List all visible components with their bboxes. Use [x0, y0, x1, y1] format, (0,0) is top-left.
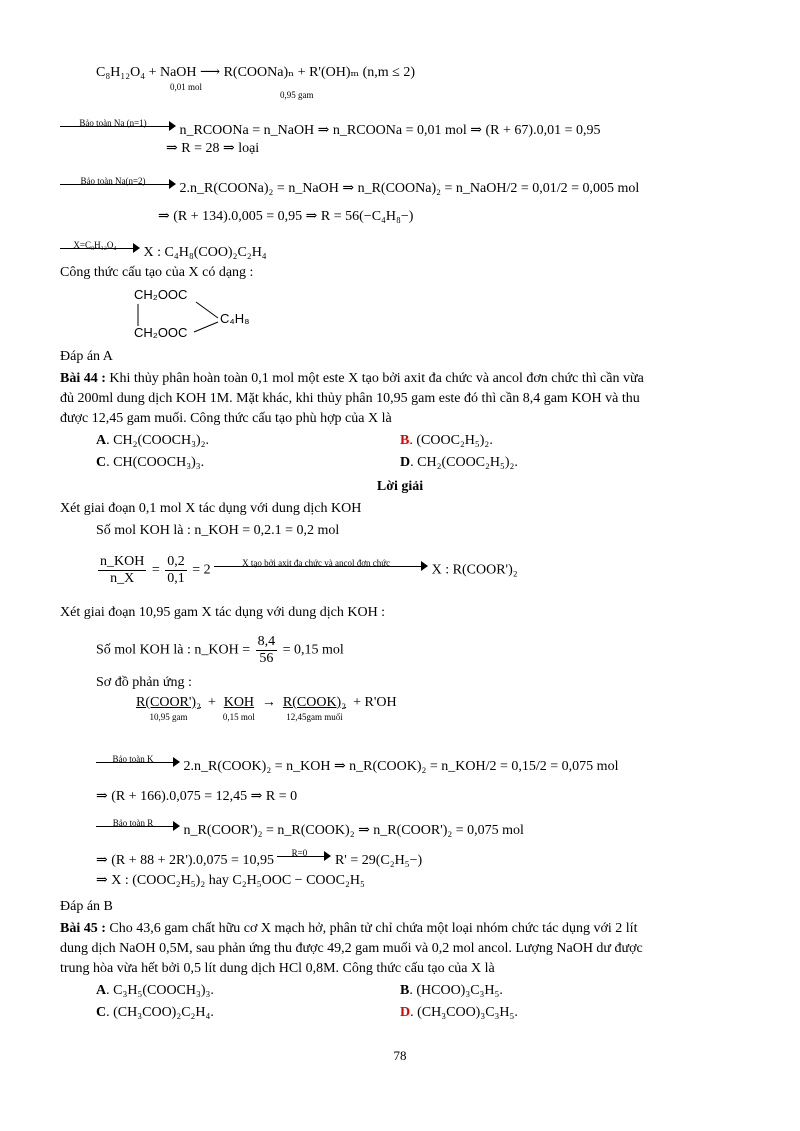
salt-term: R(COOK)₂ 12,45gam muối: [282, 695, 347, 722]
value-fraction: $\frac{0,2}{0,1}$: [167, 554, 185, 586]
problem-45-text-1: Cho 43,6 gam chất hữu cơ X mạch hở, phân tử chỉ chứa một loại nhóm chức tác dụng với 2 lít: [109, 921, 638, 936]
solution-step-4: Xét giai đoạn 10,95 gam X tác dụng với dung dịch KOH :: [60, 605, 386, 620]
eq6-text: X : C₄H₈(COO)₂C₂H₄: [143, 245, 267, 260]
eq10-text: n_R(COOR')₂ = n_R(COOK)₂ ⇒ n_R(COOR')₂ = 0,075 mol: [183, 823, 524, 838]
equation-line-1: [96, 64, 415, 82]
option-b: [400, 982, 503, 1000]
eq1-naoh-note: 0,01 mol: [170, 82, 203, 92]
arrow-label: Bảo toàn Na(n=2): [80, 176, 146, 186]
solution-step-10: [96, 816, 524, 840]
arrow-label: X=C₈H₁₂O₄: [73, 240, 117, 250]
koh-term: KOH 0,15 mol: [222, 695, 255, 722]
option-a: [96, 982, 214, 1000]
problem-44-line-3: được 12,45 gam muối. Công thức cấu tạo phù hợp của X là: [60, 411, 392, 426]
problem-44-line-1: [60, 370, 644, 388]
option-text: . CH(COOCH₃)₃.: [106, 455, 205, 470]
eq8-text: 2.n_R(COOK)₂ = n_KOH ⇒ n_R(COOK)₂ = n_KOH/2 = 0,15/2 = 0,075 mol: [183, 759, 619, 774]
option-letter: B: [400, 983, 410, 998]
deduction-arrow: [214, 556, 428, 574]
koh-mol-result: = 0,15 mol: [282, 642, 344, 658]
option-d: [400, 1004, 518, 1022]
condition-arrow: [60, 238, 140, 256]
option-d: [400, 454, 518, 472]
conservation-arrow: [60, 174, 176, 192]
solution-step-6: Sơ đồ phản ứng :: [96, 675, 192, 690]
option-text: . C₃H₅(COOCH₃)₃.: [106, 983, 214, 998]
option-a: [96, 432, 209, 450]
arrow-label: R=0: [291, 848, 308, 858]
solution-step-9: ⇒ (R + 166).0,075 = 12,45 ⇒ R = 0: [96, 789, 298, 804]
alcohol-term: + R'OH: [353, 695, 397, 710]
structure-top: CH₂OOC: [134, 287, 188, 302]
answer-line: Đáp án B: [60, 899, 113, 914]
condition-arrow: [277, 846, 331, 864]
eq2-text: n_RCOONa = n_NaOH ⇒ n_RCOONa = 0,01 mol ⇒ (R + 67).0,01 = 0,95: [179, 123, 601, 138]
answer-line: Đáp án A: [60, 349, 113, 364]
option-text: . CH₂(COOCH₃)₂.: [106, 433, 210, 448]
conservation-arrow: [60, 116, 176, 134]
arrow-label: Bảo toàn Na (n=1): [79, 118, 147, 128]
solution-step-5: [96, 634, 344, 667]
solution-step-3: $\frac{\text{n\_KOH}}{n\_X}$ = $\frac{0,2}{0,1}$ = 2 X tạo bởi axit đa chức và ancol đơn chức X : R(COOR')₂: [100, 554, 518, 586]
general-formula: X : R(COOR')₂: [431, 562, 518, 578]
option-text: . (CH₃COO)₃C₃H₅.: [410, 1005, 518, 1020]
option-letter: C: [96, 455, 107, 470]
eq4-text: 2.n_R(COONa)₂ = n_NaOH ⇒ n_R(COONa)₂ = n_NaOH/2 = 0,01/2 = 0,005 mol: [179, 181, 640, 196]
equation-line-4: [60, 174, 639, 198]
solution-step-2: Số mol KOH là : n_KOH = 0,2.1 = 0,2 mol: [96, 523, 340, 538]
option-c: [96, 454, 204, 472]
problem-44-label: Bài 44 :: [60, 371, 106, 386]
option-letter: A: [96, 983, 107, 998]
option-letter: C: [96, 1005, 107, 1020]
koh-mol-label: Số mol KOH là : n_KOH =: [96, 642, 251, 658]
problem-45-line-3: trung hòa vừa hết bởi 0,5 lít dung dịch HCl 0,8M. Công thức cấu tạo của X là: [60, 961, 495, 976]
page-number: 78: [393, 1048, 407, 1063]
eq1-text: C₈H₁₂O₄ + NaOH ⟶ R(COONa)ₙ + R'(OH)ₘ (n,m ≤ 2): [96, 65, 415, 80]
conservation-arrow: [96, 752, 180, 770]
option-text: . (HCOO)₃C₃H₅.: [409, 983, 503, 998]
option-letter: B: [400, 433, 410, 448]
arrow-label: X tạo bởi axit đa chức và ancol đơn chức: [242, 557, 391, 568]
option-letter: A: [96, 433, 107, 448]
problem-44-text-1: Khi thủy phân hoàn toàn 0,1 mol một este X tạo bởi axit đa chức và ancol đơn chức thì cần vừa: [109, 371, 644, 386]
solution-heading: Lời giải: [376, 479, 424, 494]
structure-right: C₄H₈: [220, 311, 250, 326]
koh-fraction: $\frac{8,4}{56}$: [257, 634, 276, 666]
option-letter: D: [400, 455, 411, 470]
option-b: [400, 432, 493, 450]
reaction-scheme: R(COOR')₂ 10,95 gam + KOH 0,15 mol → R(COOK)₂ 12,45gam muối + R'OH: [136, 695, 397, 722]
solution-step-12: ⇒ X : (COOC₂H₅)₂ hay C₂H₅OOC − COOC₂H₅: [96, 873, 365, 888]
problem-45-line-2: dung dịch NaOH 0,5M, sau phản ứng thu được 49,2 gam muối và 0,2 mol ancol. Lượng NaOH dư được: [60, 941, 643, 956]
problem-45-line-1: [60, 920, 637, 938]
problem-44-line-2: đủ 200ml dung dịch KOH 1M. Mặt khác, khi thủy phân 10,95 gam este đó thì cần 8,4 gam KOH và thu: [60, 391, 640, 406]
ester-term: R(COOR')₂ 10,95 gam: [136, 695, 201, 722]
arrow-label: Bảo toàn R: [112, 818, 154, 828]
equation-line-3: ⇒ R = 28 ⇒ loại: [166, 141, 260, 156]
option-text: . CH₂(COOC₂H₅)₂.: [410, 455, 518, 470]
conservation-arrow: [96, 816, 180, 834]
structure-bonds: [130, 296, 230, 336]
mole-ratio-fraction: $\frac{\text{n\_KOH}}{n\_X}$: [100, 554, 145, 586]
structure-intro: Công thức cấu tạo của X có dạng :: [60, 265, 254, 280]
equation-line-5: ⇒ (R + 134).0,005 = 0,95 ⇒ R = 56(−C₄H₈−): [158, 209, 414, 224]
problem-45-label: Bài 45 :: [60, 921, 106, 936]
solution-step-11: [96, 846, 422, 870]
solution-step-8: [96, 752, 618, 776]
option-text: . (CH₃COO)₂C₂H₄.: [106, 1005, 214, 1020]
arrow-label: Bảo toàn K: [112, 754, 154, 764]
eq1-salt-note: 0,95 gam: [280, 90, 314, 100]
eq11-result: R' = 29(C₂H₅−): [334, 853, 423, 868]
ratio-result: = 2: [192, 562, 211, 578]
equation-line-2: [60, 116, 600, 140]
option-letter: D: [400, 1005, 411, 1020]
equation-line-6: [60, 238, 267, 262]
option-text: . (COOC₂H₅)₂.: [409, 433, 493, 448]
option-c: [96, 1004, 214, 1022]
eq11-text: ⇒ (R + 88 + 2R').0,075 = 10,95: [96, 853, 274, 868]
structure-bottom: CH₂OOC: [134, 325, 188, 340]
solution-step-1: Xét giai đoạn 0,1 mol X tác dụng với dung dịch KOH: [60, 501, 362, 516]
